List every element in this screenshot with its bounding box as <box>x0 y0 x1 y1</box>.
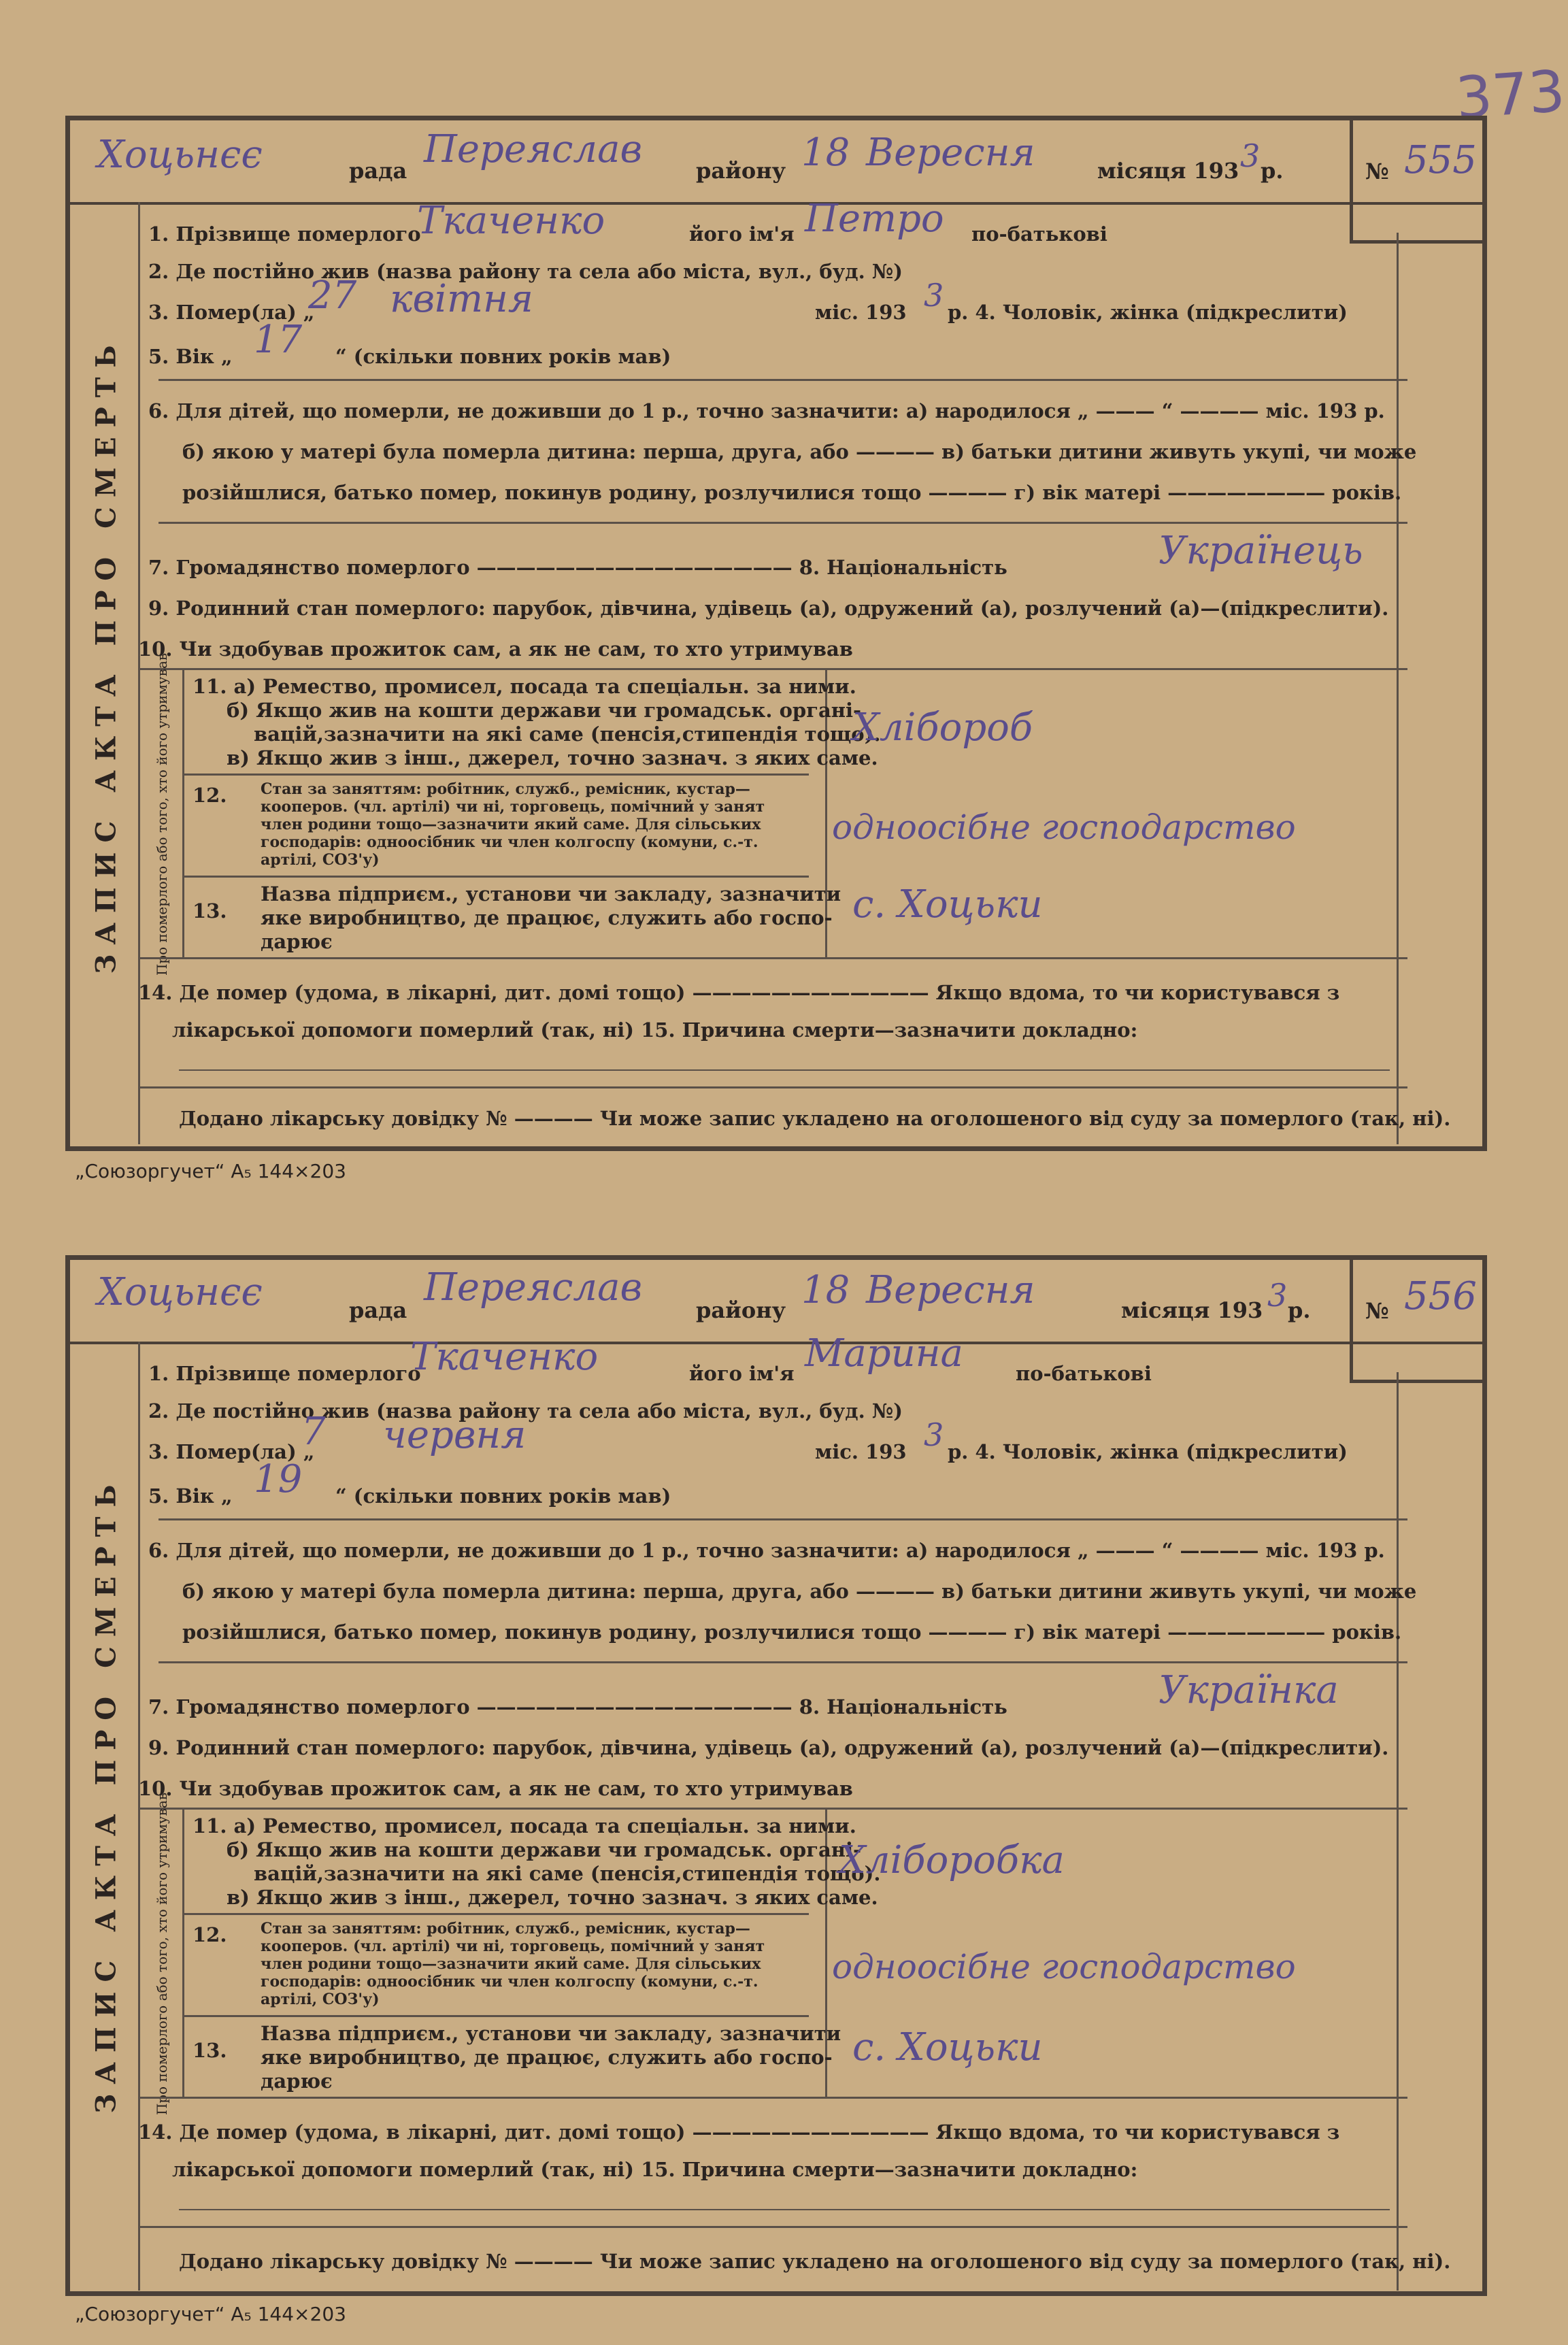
label-children-b: б) якою у матері була померла дитина: перша, друга, або ———— в) батьки дитини живуть укупі, чи може <box>182 440 1417 463</box>
divider <box>138 1808 1407 1810</box>
label-occupation-a: 11. а) Ремество, промисел, посада та спеціальн. за ними. <box>193 675 856 698</box>
record-month: Вересня <box>866 131 1035 175</box>
divider <box>182 1913 809 1915</box>
label-status-c: член родини тощо—зазначити який саме. Для сільських <box>261 816 761 833</box>
workplace: с. Хоцьки <box>852 2025 1043 2069</box>
label-occupation-d: в) Якщо жив з інш., джерел, точно зазнач. з яких саме. <box>227 1886 878 1909</box>
label-workplace-b: яке виробництво, де працює, служить або госпо- <box>261 2046 833 2069</box>
label-workplace-c: дарює <box>261 2069 333 2093</box>
record-number: 556 <box>1404 1274 1477 1318</box>
divider <box>138 1086 1407 1088</box>
label-certificate: Додано лікарську довідку № ———— Чи може запис укладено на оголошеного від суду за померлого (так, ні). <box>179 2250 1451 2273</box>
label-death-year: міс. 193 <box>815 301 907 324</box>
label-surname: 1. Прізвище померлого <box>148 1362 421 1385</box>
divider <box>159 1518 1407 1520</box>
workplace: с. Хоцьки <box>852 882 1043 927</box>
label-workplace-a: Назва підприєм., установи чи закладу, зазначити <box>261 882 841 905</box>
form-header <box>70 120 1482 205</box>
side-title: ЗАПИС АКТА ПРО СМЕРТЬ <box>90 335 122 974</box>
right-divider <box>1397 1372 1399 2291</box>
label-children-c: розійшлися, батько помер, покинув родину, розлучилися тощо ———— г) вік матері ———————— років. <box>182 1620 1402 1644</box>
side-divider <box>138 1342 140 2291</box>
label-status-c: член родини тощо—зазначити який саме. Для сільських <box>261 1955 761 1973</box>
death-year-digit: 3 <box>924 277 944 314</box>
footer-note: „Союзоргучет“ А₅ 144×203 <box>75 2303 346 2325</box>
death-month: квітня <box>390 277 534 321</box>
label-citizenship: 7. Громадянство померлого ———————————————— 8. Національність <box>148 556 1007 579</box>
label-occupation-b: б) Якщо жив на кошти держави чи громадськ. органі- <box>227 1838 862 1861</box>
death-year-digit: 3 <box>924 1416 944 1453</box>
label-place-of-death: 14. Де помер (удома, в лікарні, дит. домі тощо) ———————————— Якщо вдома, то чи користувався з <box>138 2121 1340 2144</box>
nationality: Українець <box>1158 529 1363 573</box>
rada-name: Переяслав <box>424 1265 643 1310</box>
village-name: Хоцьнєє <box>97 1270 263 1314</box>
label-patronymic: по-батькові <box>971 222 1107 246</box>
label-status-e: артілі, СОЗ'у) <box>261 1991 380 2008</box>
label-sex: р. 4. Чоловік, жінка (підкреслити) <box>948 301 1348 324</box>
label-residence: 2. Де постійно жив (назва району та села або міста, вул., буд. №) <box>148 1399 903 1423</box>
form-header <box>70 1260 1482 1344</box>
label-age: 5. Вік „ <box>148 1484 233 1508</box>
label-marital: 9. Родинний стан померлого: парубок, дівчина, удівець (а), одружений (а), розлучений (а)—(підкреслити). <box>148 1736 1389 1759</box>
number-label: № <box>1365 159 1389 184</box>
divider <box>138 957 1407 959</box>
label-occupation-d: в) Якщо жив з інш., джерел, точно зазнач. з яких саме. <box>227 746 878 769</box>
label-workplace-a: Назва підприєм., установи чи закладу, зазначити <box>261 2022 841 2045</box>
village-name: Хоцьнєє <box>97 133 263 177</box>
status: одноосібне господарство <box>832 1947 1296 1986</box>
year-suffix: р. <box>1261 158 1284 184</box>
given-name: Петро <box>805 197 944 241</box>
label-certificate: Додано лікарську довідку № ———— Чи може запис укладено на оголошеного від суду за померлого (так, ні). <box>179 1107 1451 1130</box>
age: 17 <box>254 318 303 362</box>
surname: Ткаченко <box>417 199 605 243</box>
label-workplace-num: 13. <box>193 2039 227 2062</box>
label-livelihood: 10. Чи здобував прожиток сам, а як не сам, то хто утримував <box>138 1777 853 1800</box>
label-name: його ім'я <box>689 222 795 246</box>
label-workplace-num: 13. <box>193 899 227 922</box>
label-status-a: Стан за заняттям: робітник, служб., ремісник, кустар— <box>261 780 750 798</box>
label-status-b: кооперов. (чл. артілі) чи ні, торговець, помічний у занят <box>261 1937 765 1955</box>
record-number-box <box>1350 1257 1482 1383</box>
label-children-c: розійшлися, батько помер, покинув родину, розлучилися тощо ———— г) вік матері ———————— років. <box>182 481 1402 504</box>
label-died: 3. Помер(ла) „ <box>148 301 315 324</box>
label-surname: 1. Прізвище померлого <box>148 222 421 246</box>
occupation: Хліборобка <box>839 1838 1065 1882</box>
label-residence: 2. Де постійно жив (назва району та села або міста, вул., буд. №) <box>148 260 903 283</box>
label-death-year: міс. 193 <box>815 1440 907 1463</box>
label-name: його ім'я <box>689 1362 795 1385</box>
label-age: 5. Вік „ <box>148 345 233 368</box>
label-occupation-c: вацій,зазначити на які саме (пенсія,стипендія тощо). <box>254 722 881 746</box>
label-children-a: 6. Для дітей, що померли, не доживши до 1 р., точно зазначити: а) народилося „ ——— “ ———— міс. 193 р. <box>148 1539 1385 1562</box>
label-livelihood: 10. Чи здобував прожиток сам, а як не сам, то хто утримував <box>138 637 853 661</box>
label-status-d: господарів: одноосібник чи член колгоспу (комуни, с.-т. <box>261 1973 758 1991</box>
divider <box>159 522 1407 524</box>
label-status-b: кооперов. (чл. артілі) чи ні, торговець, помічний у занят <box>261 798 765 816</box>
divider <box>138 2226 1407 2228</box>
sub-divider <box>182 668 184 957</box>
sub-divider <box>182 1808 184 2097</box>
death-day: 7 <box>301 1410 326 1454</box>
record-day: 18 <box>801 131 850 175</box>
year-suffix: р. <box>1288 1297 1311 1323</box>
sub-side-title: Про померлого або того, хто його утримував <box>154 652 171 976</box>
label-occupation-b: б) Якщо жив на кошти держави чи громадськ. органі- <box>227 699 862 722</box>
label-cause: лікарської допомоги померлий (так, ні) 15. Причина смерти—зазначити докладно: <box>172 1018 1138 1042</box>
label-status-num: 12. <box>193 1923 227 1946</box>
label-occupation-c: вацій,зазначити на які саме (пенсія,стипендія тощо). <box>254 1862 881 1885</box>
month-label: місяця 193 <box>1121 1297 1263 1323</box>
label-died: 3. Помер(ла) „ <box>148 1440 315 1463</box>
label-workplace-c: дарює <box>261 930 333 953</box>
divider <box>182 876 809 878</box>
record-day: 18 <box>801 1268 850 1312</box>
cause-fill-line <box>179 1069 1390 1071</box>
cause-fill-line <box>179 2209 1390 2210</box>
label-workplace-b: яке виробництво, де працює, служить або госпо- <box>261 906 833 929</box>
rada-name: Переяслав <box>424 127 643 171</box>
label-marital: 9. Родинний стан померлого: парубок, дівчина, удівець (а), одружений (а), розлучений (а)—(підкреслити). <box>148 597 1389 620</box>
label-children-a: 6. Для дітей, що померли, не доживши до 1 р., точно зазначити: а) народилося „ ——— “ ———— міс. 193 р. <box>148 399 1385 422</box>
label-patronymic: по-батькові <box>1016 1362 1152 1385</box>
record-number-box <box>1350 118 1482 244</box>
side-title: ЗАПИС АКТА ПРО СМЕРТЬ <box>90 1474 122 2114</box>
status: одноосібне господарство <box>832 808 1296 847</box>
rada-label: рада <box>349 158 407 184</box>
label-status-d: господарів: одноосібник чи член колгоспу (комуни, с.-т. <box>261 833 758 851</box>
label-place-of-death: 14. Де помер (удома, в лікарні, дит. домі тощо) ———————————— Якщо вдома, то чи користувався з <box>138 981 1340 1004</box>
age: 19 <box>254 1457 303 1501</box>
death-month: червня <box>383 1413 527 1457</box>
death-day: 27 <box>308 273 357 318</box>
footer-note: „Союзоргучет“ А₅ 144×203 <box>75 1160 346 1182</box>
sub-side-title: Про померлого або того, хто його утримував <box>154 1792 171 2116</box>
month-label: місяця 193 <box>1097 158 1239 184</box>
label-status-e: артілі, СОЗ'у) <box>261 851 380 869</box>
death-record-form-2 <box>65 1255 1487 2296</box>
label-status-num: 12. <box>193 784 227 807</box>
divider <box>182 774 809 776</box>
divider <box>182 2015 809 2017</box>
rada-label: рада <box>349 1297 407 1323</box>
label-cause: лікарської допомоги померлий (так, ні) 15. Причина смерти—зазначити докладно: <box>172 2158 1138 2181</box>
label-children-b: б) якою у матері була померла дитина: перша, друга, або ———— в) батьки дитини живуть укупі, чи може <box>182 1580 1417 1603</box>
record-year-digit: 3 <box>1267 1277 1288 1314</box>
divider <box>138 2097 1407 2099</box>
raionu-label: району <box>696 158 786 184</box>
label-status-a: Стан за заняттям: робітник, служб., ремісник, кустар— <box>261 1920 750 1937</box>
surname: Ткаченко <box>410 1335 599 1379</box>
label-citizenship: 7. Громадянство померлого ———————————————— 8. Національність <box>148 1695 1007 1718</box>
divider <box>138 668 1407 670</box>
nationality: Українка <box>1158 1668 1339 1712</box>
occupation: Хлібороб <box>852 705 1033 750</box>
label-age-note: “ (скільки повних років мав) <box>335 345 671 368</box>
divider <box>159 1661 1407 1663</box>
record-number: 555 <box>1404 138 1477 182</box>
label-sex: р. 4. Чоловік, жінка (підкреслити) <box>948 1440 1348 1463</box>
label-occupation-a: 11. а) Ремество, промисел, посада та спеціальн. за ними. <box>193 1814 856 1837</box>
sheet-number: 373 <box>1453 57 1567 132</box>
label-age-note: “ (скільки повних років мав) <box>335 1484 671 1508</box>
right-divider <box>1397 233 1399 1144</box>
divider <box>159 379 1407 381</box>
record-month: Вересня <box>866 1268 1035 1312</box>
number-label: № <box>1365 1298 1389 1324</box>
given-name: Марина <box>805 1331 963 1376</box>
death-record-form-1 <box>65 116 1487 1151</box>
raionu-label: району <box>696 1297 786 1323</box>
record-year-digit: 3 <box>1240 137 1261 174</box>
